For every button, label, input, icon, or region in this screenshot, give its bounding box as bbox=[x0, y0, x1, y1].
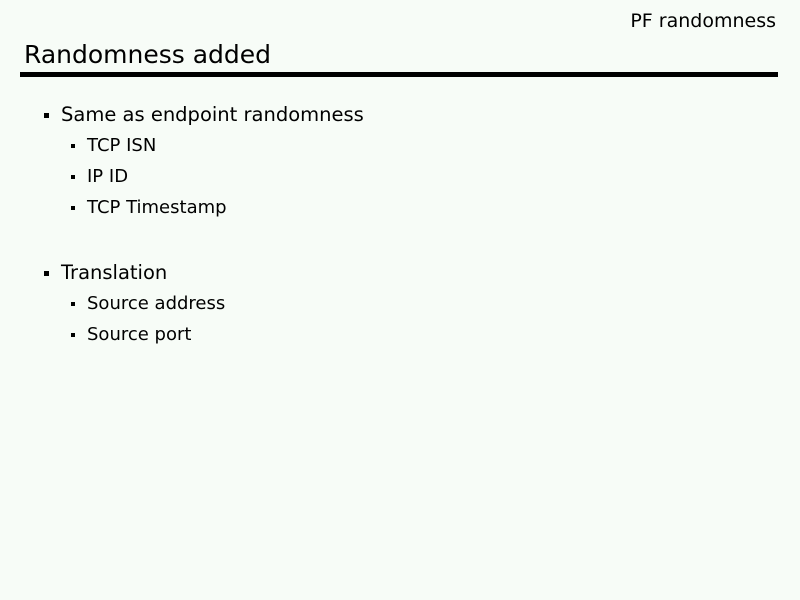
page-title: Randomness added bbox=[24, 40, 272, 69]
bullet-level1: Same as endpoint randomness bbox=[42, 104, 762, 126]
bullet-level2: IP ID bbox=[42, 166, 762, 187]
group-spacer bbox=[42, 228, 762, 262]
bullet-level2: Source address bbox=[42, 293, 762, 314]
bullet-level2: Source port bbox=[42, 324, 762, 345]
bullet-level2: TCP Timestamp bbox=[42, 197, 762, 218]
slide-header-label: PF randomness bbox=[630, 10, 776, 32]
slide-body bbox=[42, 104, 762, 355]
bullet-level2: TCP ISN bbox=[42, 135, 762, 156]
title-divider bbox=[20, 72, 778, 77]
bullet-level1: Translation bbox=[42, 262, 762, 284]
